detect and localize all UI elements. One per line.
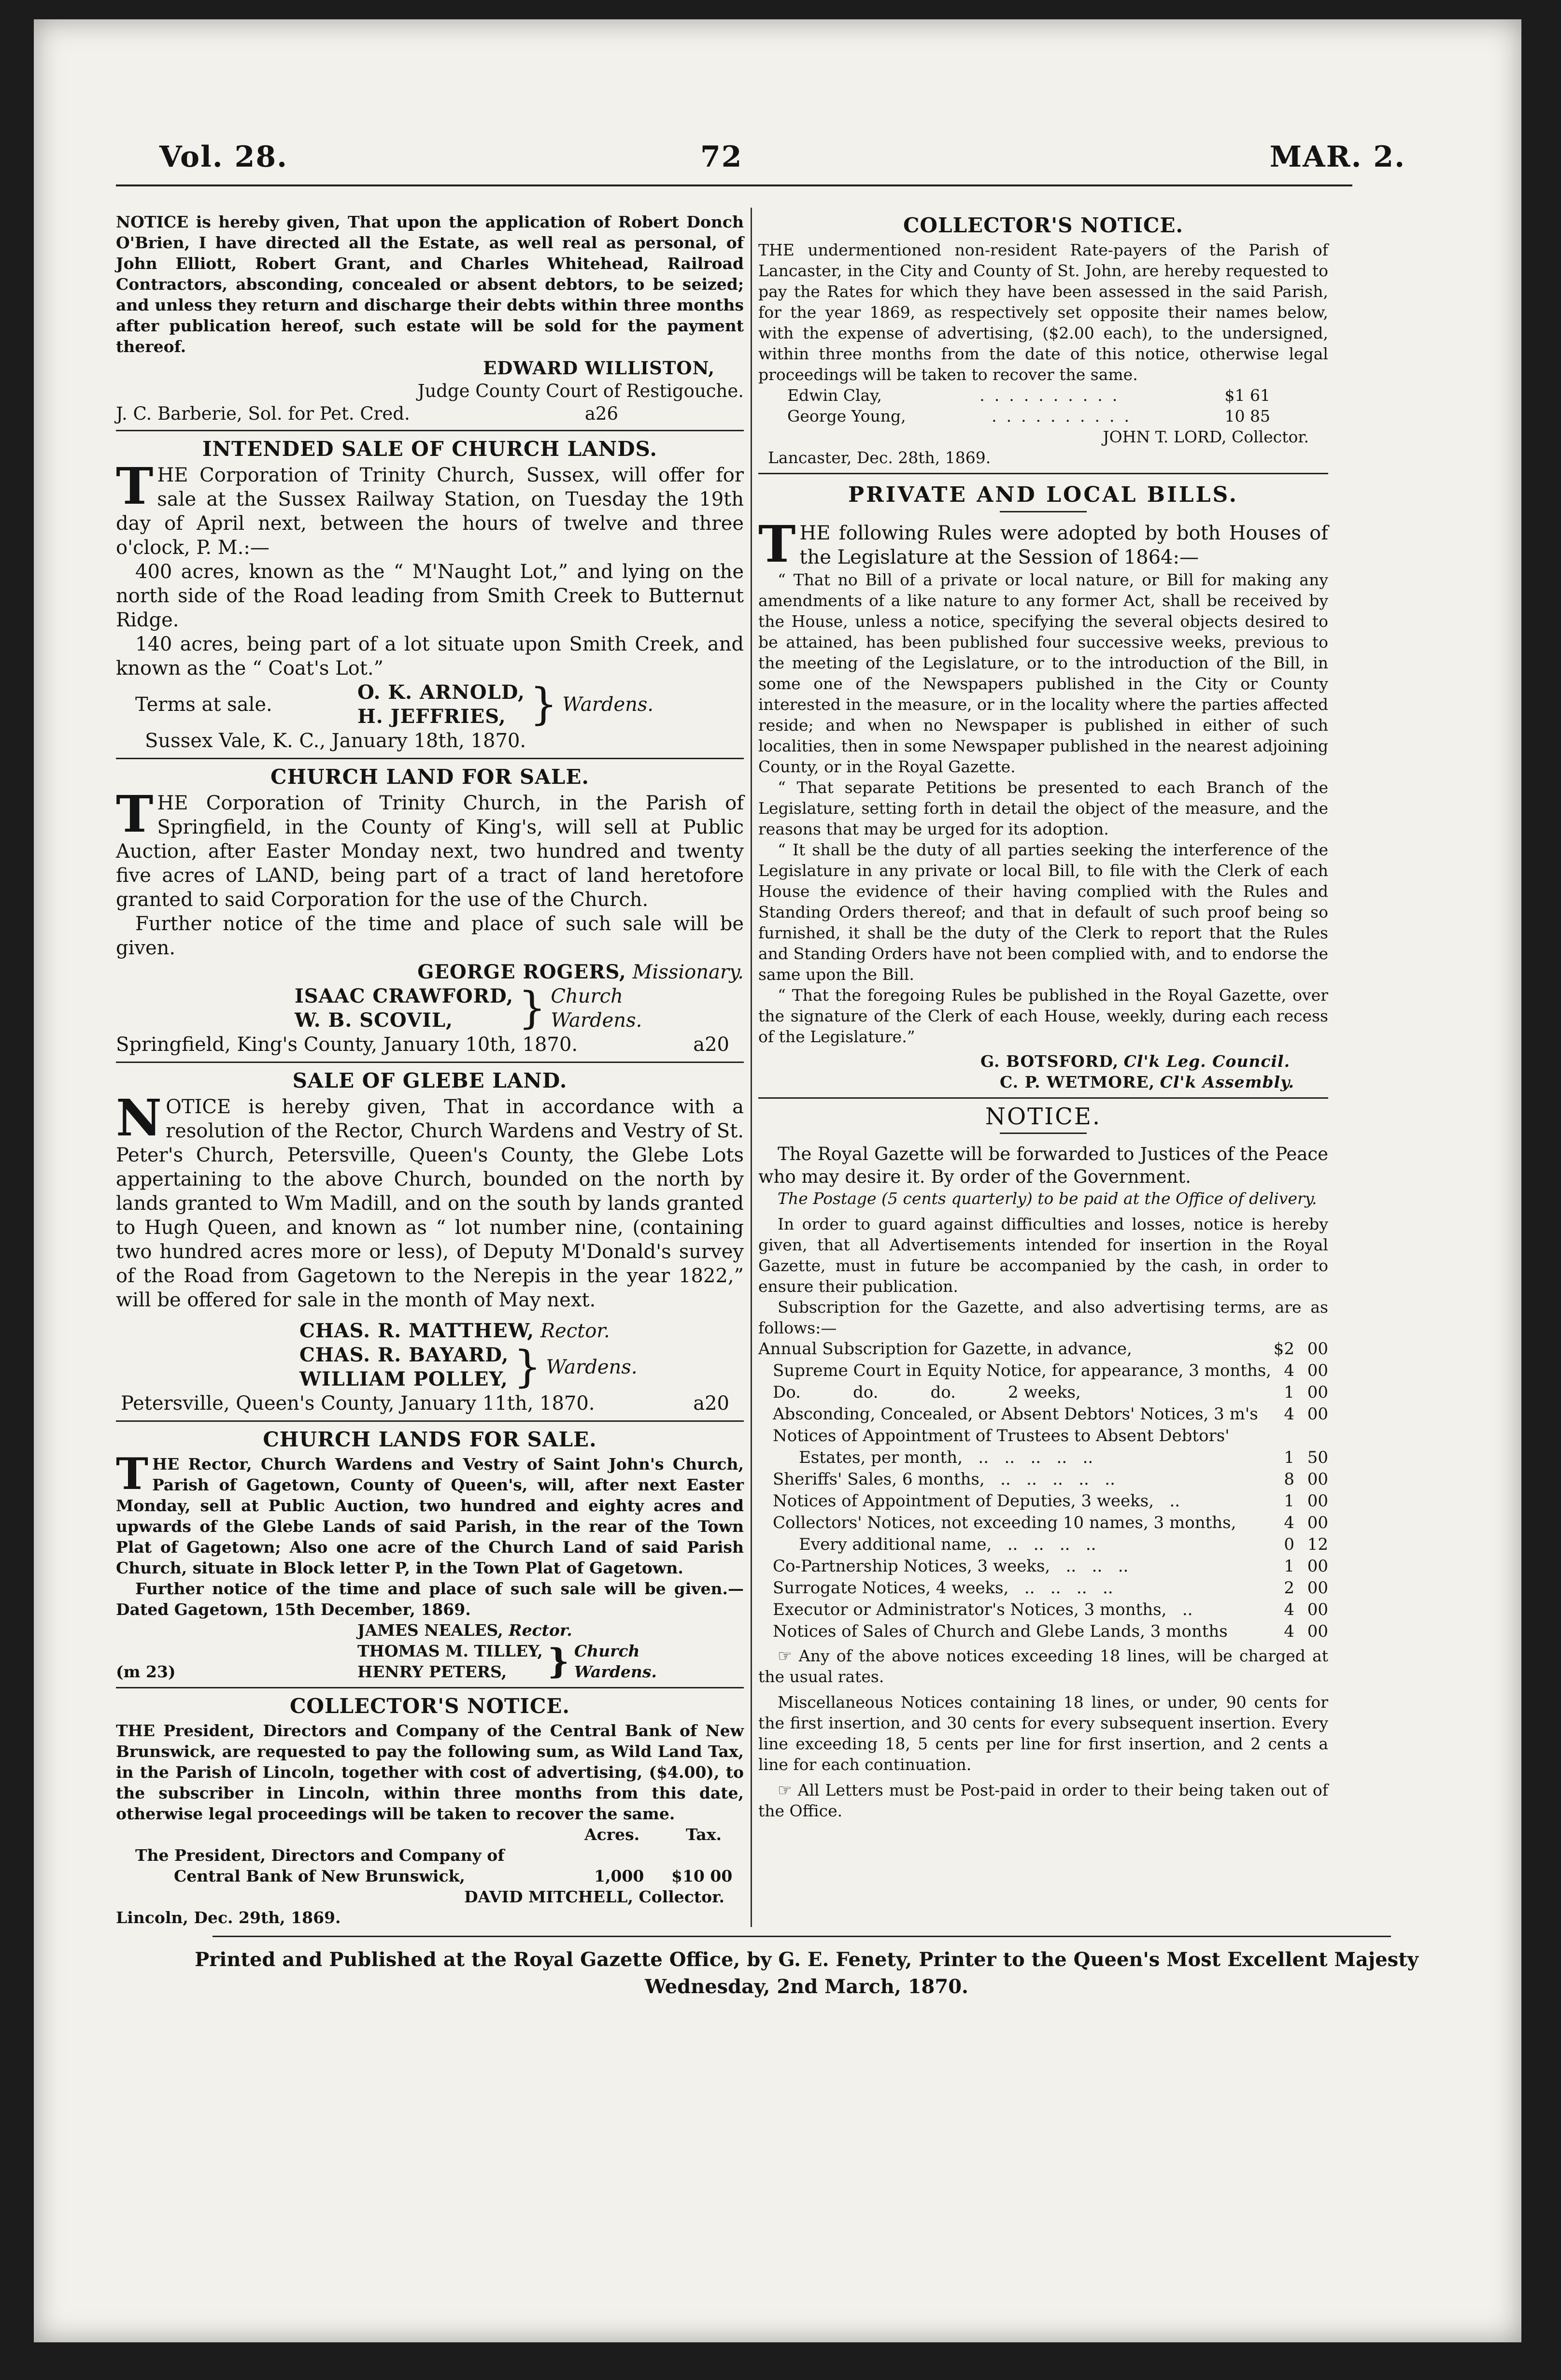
lincoln-collector-notice bbox=[116, 1692, 744, 1928]
sale-paragraph: HE Corporation of Trinity Church, in the Parish of Springfield, in the County of King's, will sell at Public Auction, after Easter Monday next, two hundred and twenty five acres of LAND, being part of a tract of land heretofore granted to said Corporation for the use of the Church. bbox=[116, 792, 744, 911]
place-date: Lincoln, Dec. 29th, 1869. bbox=[116, 1908, 341, 1927]
leader-dots: .......... bbox=[992, 407, 1139, 425]
rate-label: Estates, per month, .. .. .. .. .. bbox=[773, 1448, 1093, 1467]
notice-paragraph: ☞ All Letters must be Post-paid in order to their being taken out of the Office. bbox=[758, 1781, 1328, 1820]
collector-paragraph: THE undermentioned non-resident Rate-payers of the Parish of Lancaster, in the City and County of St. John, are hereby requested to pay the Rates for which they have been assessed in the said Parish, for the year 1869, as respectively set opposite their names below, with the expense of advertising, ($2.00 each), to the undersigned, within three months from the date of this notice, otherwise legal proceedings will be taken to recover the same. bbox=[758, 241, 1328, 384]
rates-table bbox=[758, 1338, 1328, 1643]
sale-paragraph: HE Rector, Church Wardens and Vestry of Saint John's Church, Parish of Gagetown, County of Queen's, will, after next Easter Monday, sell at Public Auction, two hundred and eighty acres and upwards of the Glebe Lands of said Parish, in the rear of the Town Plat of Gagetown; Also one acre of the Church Land of said Parish Church, situate in Block letter P, in the Town Plat of Gagetown. bbox=[116, 1455, 744, 1577]
notice-code: a20 bbox=[693, 1392, 729, 1415]
rate-cents: 00 bbox=[1307, 1339, 1328, 1359]
rate-row bbox=[758, 1512, 1328, 1534]
notice-paragraph: Miscellaneous Notices containing 18 lines, or under, 90 cents for the first insertion, and 30 cents for every subsequent insertion. Every line exceeding 18, 5 cents per line for first insertion, and 2 cents a line for each continuation. bbox=[758, 1693, 1328, 1774]
warden-name: H. JEFFRIES, bbox=[357, 705, 506, 728]
rate-row bbox=[758, 1360, 1328, 1382]
divider bbox=[116, 430, 744, 431]
rate-label: Surrogate Notices, 4 weeks, .. .. .. .. bbox=[773, 1578, 1113, 1598]
drop-cap: T bbox=[116, 784, 154, 844]
rate-dollars: 1 bbox=[1284, 1557, 1294, 1576]
gagetown-church-lands-notice bbox=[116, 1426, 744, 1682]
rate-cents: 00 bbox=[1307, 1557, 1328, 1576]
section-title: COLLECTOR'S NOTICE. bbox=[903, 213, 1183, 237]
rate-row bbox=[758, 1447, 1328, 1469]
lot-paragraph-2: 140 acres, being part of a lot situate upon Smith Creek, and known as the “ Coat's Lot.” bbox=[116, 633, 744, 680]
notice-paragraph: Subscription for the Gazette, and also advertising terms, are as follows:— bbox=[758, 1298, 1328, 1337]
payer-list bbox=[787, 385, 1270, 426]
payer-name: Edwin Clay, bbox=[787, 386, 882, 405]
glebe-land-notice bbox=[116, 1067, 744, 1416]
rate-row bbox=[758, 1556, 1328, 1577]
drop-cap: T bbox=[116, 456, 154, 516]
acres-value: 1,000 bbox=[594, 1867, 644, 1885]
divider bbox=[116, 1687, 744, 1688]
gazette-notice bbox=[758, 1103, 1328, 1821]
section-title: SALE OF GLEBE LAND. bbox=[292, 1069, 568, 1092]
collector-paragraph: THE President, Directors and Company of the Central Bank of New Brunswick, are requested to pay the following sum, as Wild Land Tax, in the Parish of Lincoln, together with cost of advertising, ($4.00), to the subscriber in Lincoln, within three months from this date, otherwise legal proceedings will be taken to recover the same. bbox=[116, 1721, 744, 1823]
rate-cents bbox=[1294, 1425, 1328, 1447]
further-notice: Further notice of the time and place of such sale will be given. bbox=[116, 913, 744, 959]
rate-label: Notices of Appointment of Deputies, 3 weeks, .. bbox=[773, 1491, 1180, 1511]
divider bbox=[116, 1062, 744, 1063]
collector-signer: DAVID MITCHELL, Collector. bbox=[464, 1887, 724, 1906]
tax-header: Tax. bbox=[686, 1825, 722, 1844]
volume-label: Vol. 28. bbox=[159, 140, 288, 174]
sussex-church-lands-notice bbox=[116, 435, 744, 753]
right-column bbox=[758, 212, 1328, 1821]
clerk-title: Cl'k Leg. Council. bbox=[1123, 1052, 1291, 1071]
rate-cents: 00 bbox=[1307, 1470, 1328, 1489]
private-bills-notice bbox=[758, 481, 1328, 1092]
rate-cents: 00 bbox=[1307, 1622, 1328, 1641]
sale-paragraph: HE Corporation of Trinity Church, Sussex, will offer for sale at the Sussex Railway Station, on Tuesday the 19th day of April next, between the hours of twelve and three o'clock, P. M.:— bbox=[116, 464, 744, 559]
warden-name: O. K. ARNOLD, bbox=[357, 681, 525, 704]
rate-label: Absconding, Concealed, or Absent Debtors' Notices, 3 m's bbox=[773, 1404, 1258, 1424]
rate-row bbox=[758, 1490, 1328, 1512]
further-notice: Further notice of the time and place of such sale will be given.—Dated Gagetown, 15th December, 1869. bbox=[116, 1579, 744, 1619]
rate-label: Supreme Court in Equity Notice, for appearance, 3 months, bbox=[773, 1361, 1272, 1380]
rate-row bbox=[758, 1599, 1328, 1621]
drop-cap: N bbox=[116, 1088, 162, 1148]
church-label: Church bbox=[551, 985, 623, 1007]
rate-dollars bbox=[1274, 1425, 1294, 1447]
rate-label: Annual Subscription for Gazette, in advance, bbox=[758, 1339, 1132, 1359]
issue-date: MAR. 2. bbox=[1269, 140, 1405, 174]
header-rule bbox=[116, 184, 1352, 186]
divider bbox=[758, 1097, 1328, 1099]
left-column bbox=[116, 212, 744, 1928]
short-rule bbox=[1000, 511, 1087, 512]
leader-dots: .......... bbox=[979, 386, 1127, 405]
rate-dollars: 2 bbox=[1284, 1578, 1294, 1598]
section-title: NOTICE. bbox=[985, 1103, 1102, 1130]
warden-name: W. B. SCOVIL, bbox=[295, 1009, 453, 1032]
section-title: CHURCH LAND FOR SALE. bbox=[270, 765, 589, 789]
drop-cap: T bbox=[758, 514, 796, 574]
rate-label: Executor or Administrator's Notices, 3 months, .. bbox=[773, 1600, 1193, 1619]
absconding-notice bbox=[116, 212, 744, 425]
rate-cents: 00 bbox=[1307, 1404, 1328, 1424]
section-title: COLLECTOR'S NOTICE. bbox=[289, 1694, 570, 1718]
brace: } bbox=[529, 679, 558, 730]
rector-label: Rector. bbox=[509, 1621, 572, 1640]
rules-intro: HE following Rules were adopted by both Houses of the Legislature at the Session of 1864:— bbox=[799, 522, 1328, 568]
rate-dollars: 1 bbox=[1284, 1491, 1294, 1511]
rector-label: Rector. bbox=[540, 1320, 610, 1342]
rate-cents: 00 bbox=[1307, 1491, 1328, 1511]
rate-label: Notices of Sales of Church and Glebe Lands, 3 months bbox=[773, 1622, 1228, 1641]
warden-name: HENRY PETERS, bbox=[357, 1662, 507, 1681]
wardens-label: Wardens. bbox=[562, 694, 654, 716]
rate-row bbox=[758, 1425, 1328, 1447]
rate-label: Collectors' Notices, not exceeding 10 names, 3 months, bbox=[773, 1513, 1236, 1532]
clerk-name: C. P. WETMORE, bbox=[1000, 1073, 1155, 1091]
drop-cap: T bbox=[116, 1448, 148, 1500]
notice-paragraph: In order to guard against difficulties and losses, notice is hereby given, that all Advertisements intended for insertion in the Royal Gazette, must in future be accompanied by the cash, in order to ensure their publication. bbox=[758, 1215, 1328, 1296]
rector-name: CHAS. R. MATTHEW, bbox=[299, 1319, 535, 1342]
warden-name: WILLIAM POLLEY, bbox=[299, 1368, 508, 1390]
rate-label: Do. do. do. 2 weeks, bbox=[773, 1383, 1081, 1402]
rate-row bbox=[758, 1621, 1328, 1643]
pointing-hand-icon: ☞ bbox=[778, 1646, 792, 1665]
place-date: Lancaster, Dec. 28th, 1869. bbox=[768, 448, 991, 467]
rate-dollars: 4 bbox=[1284, 1361, 1294, 1380]
rate-cents: 50 bbox=[1307, 1448, 1328, 1467]
entry-line: The President, Directors and Company of bbox=[135, 1846, 505, 1865]
payer-row bbox=[787, 385, 1270, 406]
rate-dollars: 1 bbox=[1284, 1383, 1294, 1402]
section-title: CHURCH LANDS FOR SALE. bbox=[263, 1428, 597, 1451]
divider bbox=[116, 758, 744, 759]
solicitor-line: J. C. Barberie, Sol. for Pet. Cred. bbox=[116, 403, 410, 424]
rate-dollars: 4 bbox=[1284, 1404, 1294, 1424]
rate-cents: 00 bbox=[1307, 1578, 1328, 1598]
rate-row bbox=[758, 1382, 1328, 1403]
brace: } bbox=[513, 1342, 541, 1392]
rate-row bbox=[758, 1469, 1328, 1490]
wardens-label: Wardens. bbox=[546, 1356, 638, 1378]
tax-value: $10 00 bbox=[671, 1867, 733, 1885]
pointing-hand-icon: ☞ bbox=[778, 1781, 792, 1799]
acres-header: Acres. bbox=[584, 1825, 640, 1844]
rate-cents: 00 bbox=[1307, 1361, 1328, 1380]
rate-dollars: 4 bbox=[1284, 1600, 1294, 1619]
rate-row bbox=[758, 1338, 1328, 1360]
rate-cents: 12 bbox=[1307, 1535, 1328, 1554]
rate-label: Co-Partnership Notices, 3 weeks, .. .. .. bbox=[773, 1557, 1129, 1576]
collector-signer: JOHN T. LORD, Collector. bbox=[1103, 427, 1309, 446]
rate-row bbox=[758, 1577, 1328, 1599]
rate-row bbox=[758, 1534, 1328, 1556]
missionary-name: GEORGE ROGERS, bbox=[417, 961, 626, 983]
notice-body: NOTICE is hereby given, That upon the application of Robert Donch O'Brien, I have directed all the Estate, as well real as personal, of John Elliott, Robert Grant, and Charles Whitehead, Railroad Contractors, absconding, concealed or absent debtors, to be seized; and unless they return and discharge their debts within three months after publication hereof, such estate will be sold for the payment thereof. bbox=[116, 212, 744, 356]
place-date: Petersville, Queen's County, January 11th, 1870. bbox=[121, 1392, 595, 1415]
short-rule bbox=[1000, 1133, 1087, 1134]
rate-dollars: 4 bbox=[1284, 1622, 1294, 1641]
imprint-date: Wednesday, 2nd March, 1870. bbox=[645, 1975, 968, 1998]
imprint bbox=[179, 1946, 1434, 2000]
page-number: 72 bbox=[700, 140, 743, 174]
place-date: Springfield, King's County, January 10th, 1870. bbox=[116, 1034, 578, 1056]
notice-paragraph: The Royal Gazette will be forwarded to Justices of the Peace who may desire it. By order of the Government. bbox=[758, 1144, 1328, 1187]
section-title: INTENDED SALE OF CHURCH LANDS. bbox=[202, 437, 658, 461]
rate-label: Sheriffs' Sales, 6 months, .. .. .. .. .. bbox=[773, 1470, 1115, 1489]
place-date: Sussex Vale, K. C., January 18th, 1870. bbox=[145, 730, 526, 752]
springfield-church-land-notice bbox=[116, 763, 744, 1057]
rate-label: Every additional name, .. .. .. .. bbox=[773, 1535, 1096, 1554]
lancaster-collector-notice bbox=[758, 212, 1328, 468]
divider bbox=[116, 1420, 744, 1422]
rule-paragraph: “ That no Bill of a private or local nature, or Bill for making any amendments of a like nature to any former Act, shall be received by the House, unless a notice, specifying the several objects desired to be attained, has been published four successive weeks, previous to the meeting of the Legislature, or to the introduction of the Bill, in some one of the Newspapers published in the City or County interested in the measure, or in the locality where the parties affected reside; and when no Newspaper is published in either of such localities, then in some Newspaper published in the nearest adjoining County, or in the Royal Gazette. bbox=[758, 570, 1328, 776]
warden-name: THOMAS M. TILLEY, bbox=[357, 1642, 543, 1660]
gazette-page bbox=[34, 19, 1521, 2342]
wardens-label: Wardens. bbox=[574, 1662, 657, 1681]
clerk-name: G. BOTSFORD, bbox=[980, 1052, 1119, 1071]
rate-cents: 00 bbox=[1307, 1383, 1328, 1402]
wardens-label: Wardens. bbox=[551, 1009, 642, 1032]
church-label: Church bbox=[574, 1642, 640, 1660]
rate-label: Notices of Appointment of Trustees to Absent Debtors' bbox=[773, 1426, 1230, 1445]
entry-line: Central Bank of New Brunswick, bbox=[174, 1867, 465, 1885]
sale-paragraph: OTICE is hereby given, That in accordance with a resolution of the Rector, Church Wardens and Vestry of St. Peter's Church, Petersville, Queen's County, the Glebe Lots appertaining to the above Church, bounded on the north by lands granted to Wm Madill, and on the south by lands granted to Hugh Queen, and known as “ lot number nine, (containing two hundred acres more or less), of Deputy M'Donald's survey of the Road from Gagetown to the Nerepis in the year 1822,” will be offered for sale in the month of May next. bbox=[116, 1096, 744, 1311]
lot-paragraph-1: 400 acres, known as the “ M'Naught Lot,” and lying on the north side of the Road leading from Smith Creek to Butternut Ridge. bbox=[116, 561, 744, 631]
payer-name: George Young, bbox=[787, 407, 906, 425]
notice-signer: EDWARD WILLISTON, bbox=[483, 357, 715, 379]
rate-dollars: 1 bbox=[1284, 1448, 1294, 1467]
rule-paragraph: “ That separate Petitions be presented to each Branch of the Legislature, setting forth in detail the object of the measure, and the reasons that may be urged for its adoption. bbox=[758, 778, 1328, 838]
rate-dollars: 4 bbox=[1284, 1513, 1294, 1532]
footer-rule bbox=[213, 1936, 1391, 1937]
postage-note: The Postage (5 cents quarterly) to be paid at the Office of delivery. bbox=[778, 1189, 1317, 1208]
payer-amount: 10 85 bbox=[1224, 407, 1270, 425]
payer-row bbox=[787, 406, 1270, 426]
missionary-label: Missionary. bbox=[632, 961, 744, 983]
notice-signer-title: Judge County Court of Restigouche. bbox=[417, 381, 744, 401]
brace: } bbox=[547, 1641, 569, 1681]
rate-row bbox=[758, 1403, 1328, 1425]
notice-paragraph: ☞ Any of the above notices exceeding 18 lines, will be charged at the usual rates. bbox=[758, 1646, 1328, 1686]
warden-name: ISAAC CRAWFORD, bbox=[295, 985, 514, 1007]
rule-paragraph: “ That the foregoing Rules be published in the Royal Gazette, over the signature of the Clerk of each House, weekly, during each recess of the Legislature.” bbox=[758, 986, 1328, 1046]
rate-dollars: 8 bbox=[1284, 1470, 1294, 1489]
notice-code: (m 23) bbox=[116, 1662, 176, 1681]
rate-dollars: $2 bbox=[1273, 1339, 1294, 1359]
rule-paragraph: “ It shall be the duty of all parties seeking the interference of the Legislature in any private or local Bill, to file with the Clerk of each House the evidence of their having complied with the Rules and Standing Orders thereof; and that in default of such proof being so furnished, it shall be the duty of the Clerk to report that the Rules and Standing Orders have not been complied with, and to endorse the same upon the Bill. bbox=[758, 840, 1328, 984]
warden-name: CHAS. R. BAYARD, bbox=[299, 1344, 509, 1366]
rector-name: JAMES NEALES, bbox=[357, 1621, 503, 1640]
rate-dollars: 0 bbox=[1284, 1535, 1294, 1554]
clerk-title: Cl'k Assembly. bbox=[1160, 1073, 1295, 1091]
notice-code: a26 bbox=[584, 403, 618, 424]
brace: } bbox=[518, 983, 546, 1034]
payer-amount: $1 61 bbox=[1224, 386, 1270, 405]
rate-cents: 00 bbox=[1307, 1600, 1328, 1619]
column-divider bbox=[751, 208, 752, 1927]
terms-label: Terms at sale. bbox=[135, 694, 272, 716]
section-title: PRIVATE AND LOCAL BILLS. bbox=[848, 482, 1238, 507]
divider bbox=[758, 473, 1328, 474]
notice-code: a20 bbox=[693, 1034, 729, 1056]
imprint-line: Printed and Published at the Royal Gazette Office, by G. E. Fenety, Printer to the Queen's Most Excellent Majesty bbox=[195, 1948, 1419, 1971]
rate-cents: 00 bbox=[1307, 1513, 1328, 1532]
